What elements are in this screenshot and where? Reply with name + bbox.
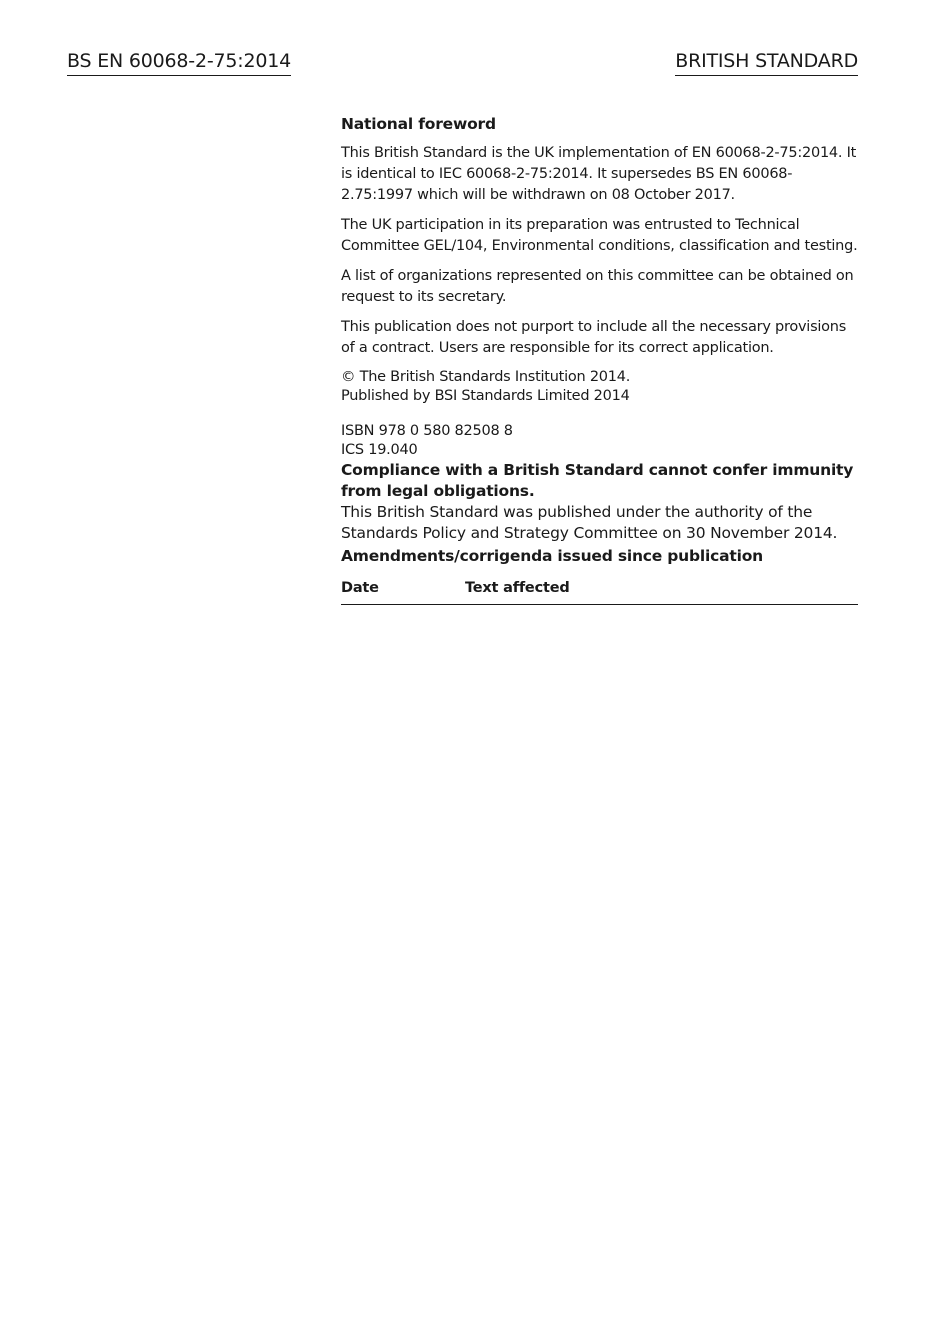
standard-series-header: BRITISH STANDARD [675,48,858,76]
ics-line: ICS 19.040 [341,442,418,458]
foreword-paragraph-committee: The UK participation in its preparation was entrusted to Technical Committee GEL/104, Environmental conditions, classification and testing. [341,217,858,254]
foreword-paragraph-organizations: A list of organizations represented on this committee can be obtained on request to its secretary. [341,268,854,305]
publisher-line: Published by BSI Standards Limited 2014 [341,388,630,404]
isbn-line: ISBN 978 0 580 82508 8 [341,423,513,439]
compliance-notice: Compliance with a British Standard cannot confer immunity from legal obligations. [341,461,854,500]
foreword-paragraph-disclaimer: This publication does not purport to include all the necessary provisions of a contract. Users are responsible for its correct application. [341,319,847,356]
amendments-heading: Amendments/corrigenda issued since publication [341,547,763,565]
amendments-table [341,580,858,605]
amendments-table-header-row [341,580,858,605]
national-foreword-section [341,112,858,605]
copyright-block [341,368,858,406]
publication-authority: This British Standard was published under the authority of the Standards Policy and Strategy Committee on 30 November 2014. [341,503,838,542]
foreword-heading: National foreword [341,115,496,133]
copyright-line: © The British Standards Institution 2014. [341,369,631,385]
foreword-paragraph-implementation: This British Standard is the UK implementation of EN 60068-2-75:2014. It is identical to IEC 60068-2-75:2014. It supersedes BS EN 60068-2.75:1997 which will be withdrawn on 08 October 2017. [341,145,857,203]
identifier-block [341,422,858,460]
column-header-text-affected: Text affected [465,580,858,605]
document-id-header: BS EN 60068-2-75:2014 [67,48,291,76]
column-header-date: Date [341,580,465,605]
